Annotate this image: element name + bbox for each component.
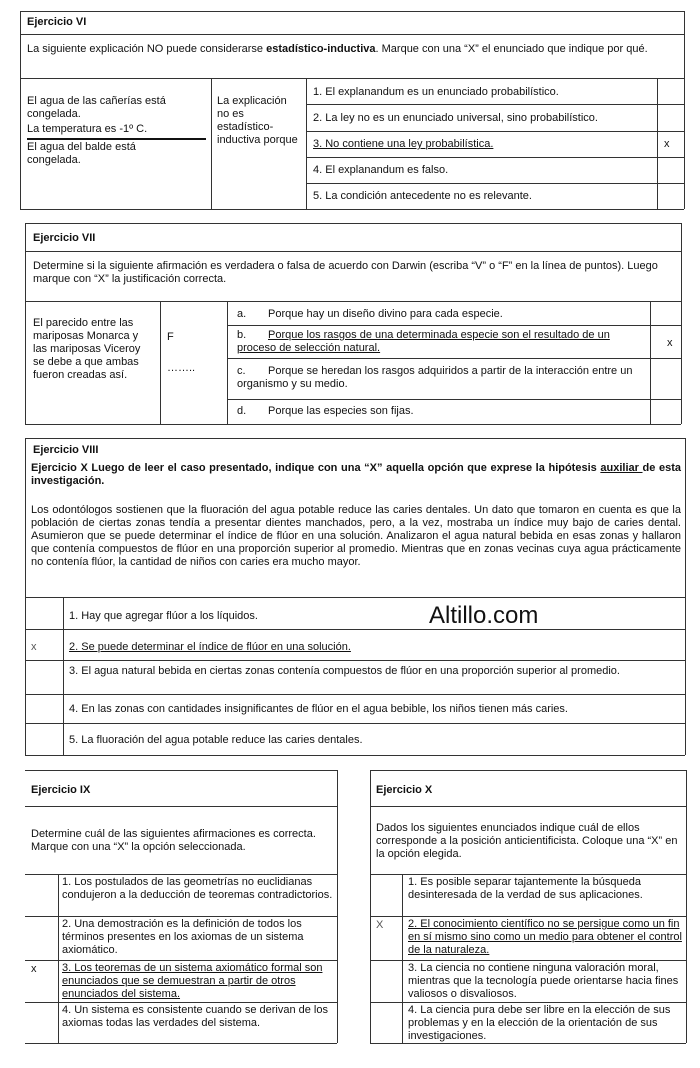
viii-option-1: 1. Hay que agregar flúor a los líquidos. bbox=[69, 610, 258, 622]
option-letter: a. bbox=[237, 308, 247, 320]
vii-option-c bbox=[237, 365, 642, 391]
x-option-3: 3. La ciencia no contiene ninguna valoración moral, mientras que la tecnología puede orientarse hacia fines valiosos o disvaliosos. bbox=[408, 962, 679, 1000]
vii-option-b bbox=[237, 329, 637, 355]
x-option-2: 2. El conocimiento científico no se persigue como un fin en sí mismo sino como un medio para obtener el control de la naturaleza. bbox=[408, 918, 682, 956]
vii-option-d bbox=[237, 405, 647, 418]
option-letter: d. bbox=[237, 405, 247, 417]
x-mark-2: X bbox=[376, 919, 384, 931]
subtitle-underlined: auxiliar bbox=[600, 462, 643, 474]
ejercicio-ix-title: Ejercicio IX bbox=[31, 784, 91, 796]
subtitle-part: Ejercicio X Luego de leer el caso presentado, indique con una “X” aquella opción que exprese la hipótesis bbox=[31, 462, 601, 474]
ejercicio-x-instructions: Dados los siguientes enunciados indique cuál de ellos corresponde a la posición anticientificista. Coloque una “X” en la opción elegida. bbox=[376, 822, 678, 860]
conclusion: El agua del balde está congelada. bbox=[27, 141, 136, 166]
option-text: Porque hay un diseño divino para cada especie. bbox=[268, 308, 503, 320]
x-option-1: 1. Es posible separar tajantemente la búsqueda desinteresada de la verdad de sus aplicaciones. bbox=[408, 876, 643, 901]
viii-option-3: 3. El agua natural bebida en ciertas zonas contenía compuestos de flúor en una proporción superior al promedio. bbox=[69, 665, 620, 677]
ejercicio-vii-instructions: Determine si la siguiente afirmación es verdadera o falsa de acuerdo con Darwin (escriba “V” o “F” en la línea de puntos). Luego marque con “X” la justificación correcta. bbox=[33, 260, 658, 285]
ix-option-3: 3. Los teoremas de un sistema axiomático formal son enunciados que se demuestran a partir de otros enunciados del sistema. bbox=[62, 962, 323, 1000]
ix-option-2: 2. Una demostración es la definición de todos los términos presentes en los axiomas de un sistema axiomático. bbox=[62, 918, 304, 956]
subtitle-part: de esta investigación. bbox=[31, 462, 681, 487]
viii-paragraph: Los odontólogos sostienen que la fluoración del agua potable reduce las caries dentales. Un dato que tomaron en cuenta es que la población de ciertas zonas tendía a presentar dientes manchados, pero, a la vez, mostraba un índice muy bajo de caries dental. Asumieron que se puede determinar el índice de flúor en una solución. Analizaron el agua natural bebida en esas zonas y hallaron que contenía compuestos de flúor en una proporción superior al promedio. Mientras que en zonas vecinas cuya agua prácticamente no contenía flúor, la cantidad de niños con caries era mucho mayor. bbox=[31, 504, 681, 568]
ejercicio-x-title: Ejercicio X bbox=[376, 784, 433, 796]
vi-option-5: 5. La condición antecedente no es relevante. bbox=[313, 190, 532, 202]
instr-part: La siguiente explicación NO puede considerarse bbox=[27, 43, 267, 55]
ix-option-4: 4. Un sistema es consistente cuando se derivan de los axiomas todas las verdades del sistema. bbox=[62, 1004, 328, 1029]
ix-option-1: 1. Los postulados de las geometrías no euclidianas condujeron a la deducción de teoremas contradictorios. bbox=[62, 876, 333, 901]
option-letter: b. bbox=[237, 329, 247, 341]
vi-option-4: 4. El explanandum es falso. bbox=[313, 164, 449, 176]
vi-mark-3: x bbox=[664, 138, 670, 150]
middle-text: La explicación no es estadístico-inductiva porque bbox=[217, 95, 298, 146]
premise-2: La temperatura es -1º C. bbox=[27, 123, 148, 135]
vi-option-2: 2. La ley no es un enunciado universal, sino probabilístico. bbox=[313, 112, 598, 124]
vii-mark-b: x bbox=[667, 337, 673, 349]
watermark: Altillo.com bbox=[429, 602, 539, 629]
option-letter: c. bbox=[237, 365, 246, 377]
inference-line bbox=[27, 138, 206, 140]
ejercicio-ix-instructions: Determine cuál de las siguientes afirmaciones es correcta. Marque con una “X” la opción seleccionada. bbox=[31, 828, 316, 853]
instr-bold: estadístico-inductiva bbox=[266, 43, 376, 55]
vi-option-1: 1. El explanandum es un enunciado probabilístico. bbox=[313, 86, 559, 98]
vi-option-3: 3. No contiene una ley probabilística. bbox=[313, 138, 494, 150]
vii-answer: F bbox=[167, 331, 174, 343]
viii-mark-2: x bbox=[31, 641, 37, 653]
ejercicio-vii-title: Ejercicio VII bbox=[33, 232, 96, 244]
ejercicio-vi-instructions bbox=[27, 43, 677, 56]
ix-mark-3: x bbox=[31, 963, 37, 975]
option-text: Porque los rasgos de una determinada especie son el resultado de un proceso de selección natural. bbox=[237, 329, 610, 354]
option-text: Porque las especies son fijas. bbox=[268, 405, 414, 417]
vii-statement: El parecido entre las mariposas Monarca y las mariposas Viceroy se debe a que ambas fueron creadas así. bbox=[33, 317, 141, 381]
ejercicio-viii-subtitle bbox=[31, 462, 681, 488]
vii-option-a bbox=[237, 308, 647, 321]
instr-part: . Marque con una “X” el enunciado que indique por qué. bbox=[375, 43, 648, 55]
viii-option-5: 5. La fluoración del agua potable reduce las caries dentales. bbox=[69, 734, 363, 746]
option-text: Porque se heredan los rasgos adquiridos a partir de la interacción entre un organismo y su medio. bbox=[237, 365, 633, 390]
ejercicio-viii-title: Ejercicio VIII bbox=[33, 444, 99, 456]
viii-option-4: 4. En las zonas con cantidades insignificantes de flúor en el agua bebible, los niños tienen más caries. bbox=[69, 703, 568, 715]
vii-answer-dots: …….. bbox=[167, 362, 196, 374]
premise-1: El agua de las cañerías está congelada. bbox=[27, 95, 166, 120]
x-option-4: 4. La ciencia pura debe ser libre en la elección de sus problemas y en la elección de la orientación de sus investigaciones. bbox=[408, 1004, 671, 1042]
ejercicio-vi-title: Ejercicio VI bbox=[27, 16, 87, 28]
viii-option-2: 2. Se puede determinar el índice de flúor en una solución. bbox=[69, 641, 351, 653]
